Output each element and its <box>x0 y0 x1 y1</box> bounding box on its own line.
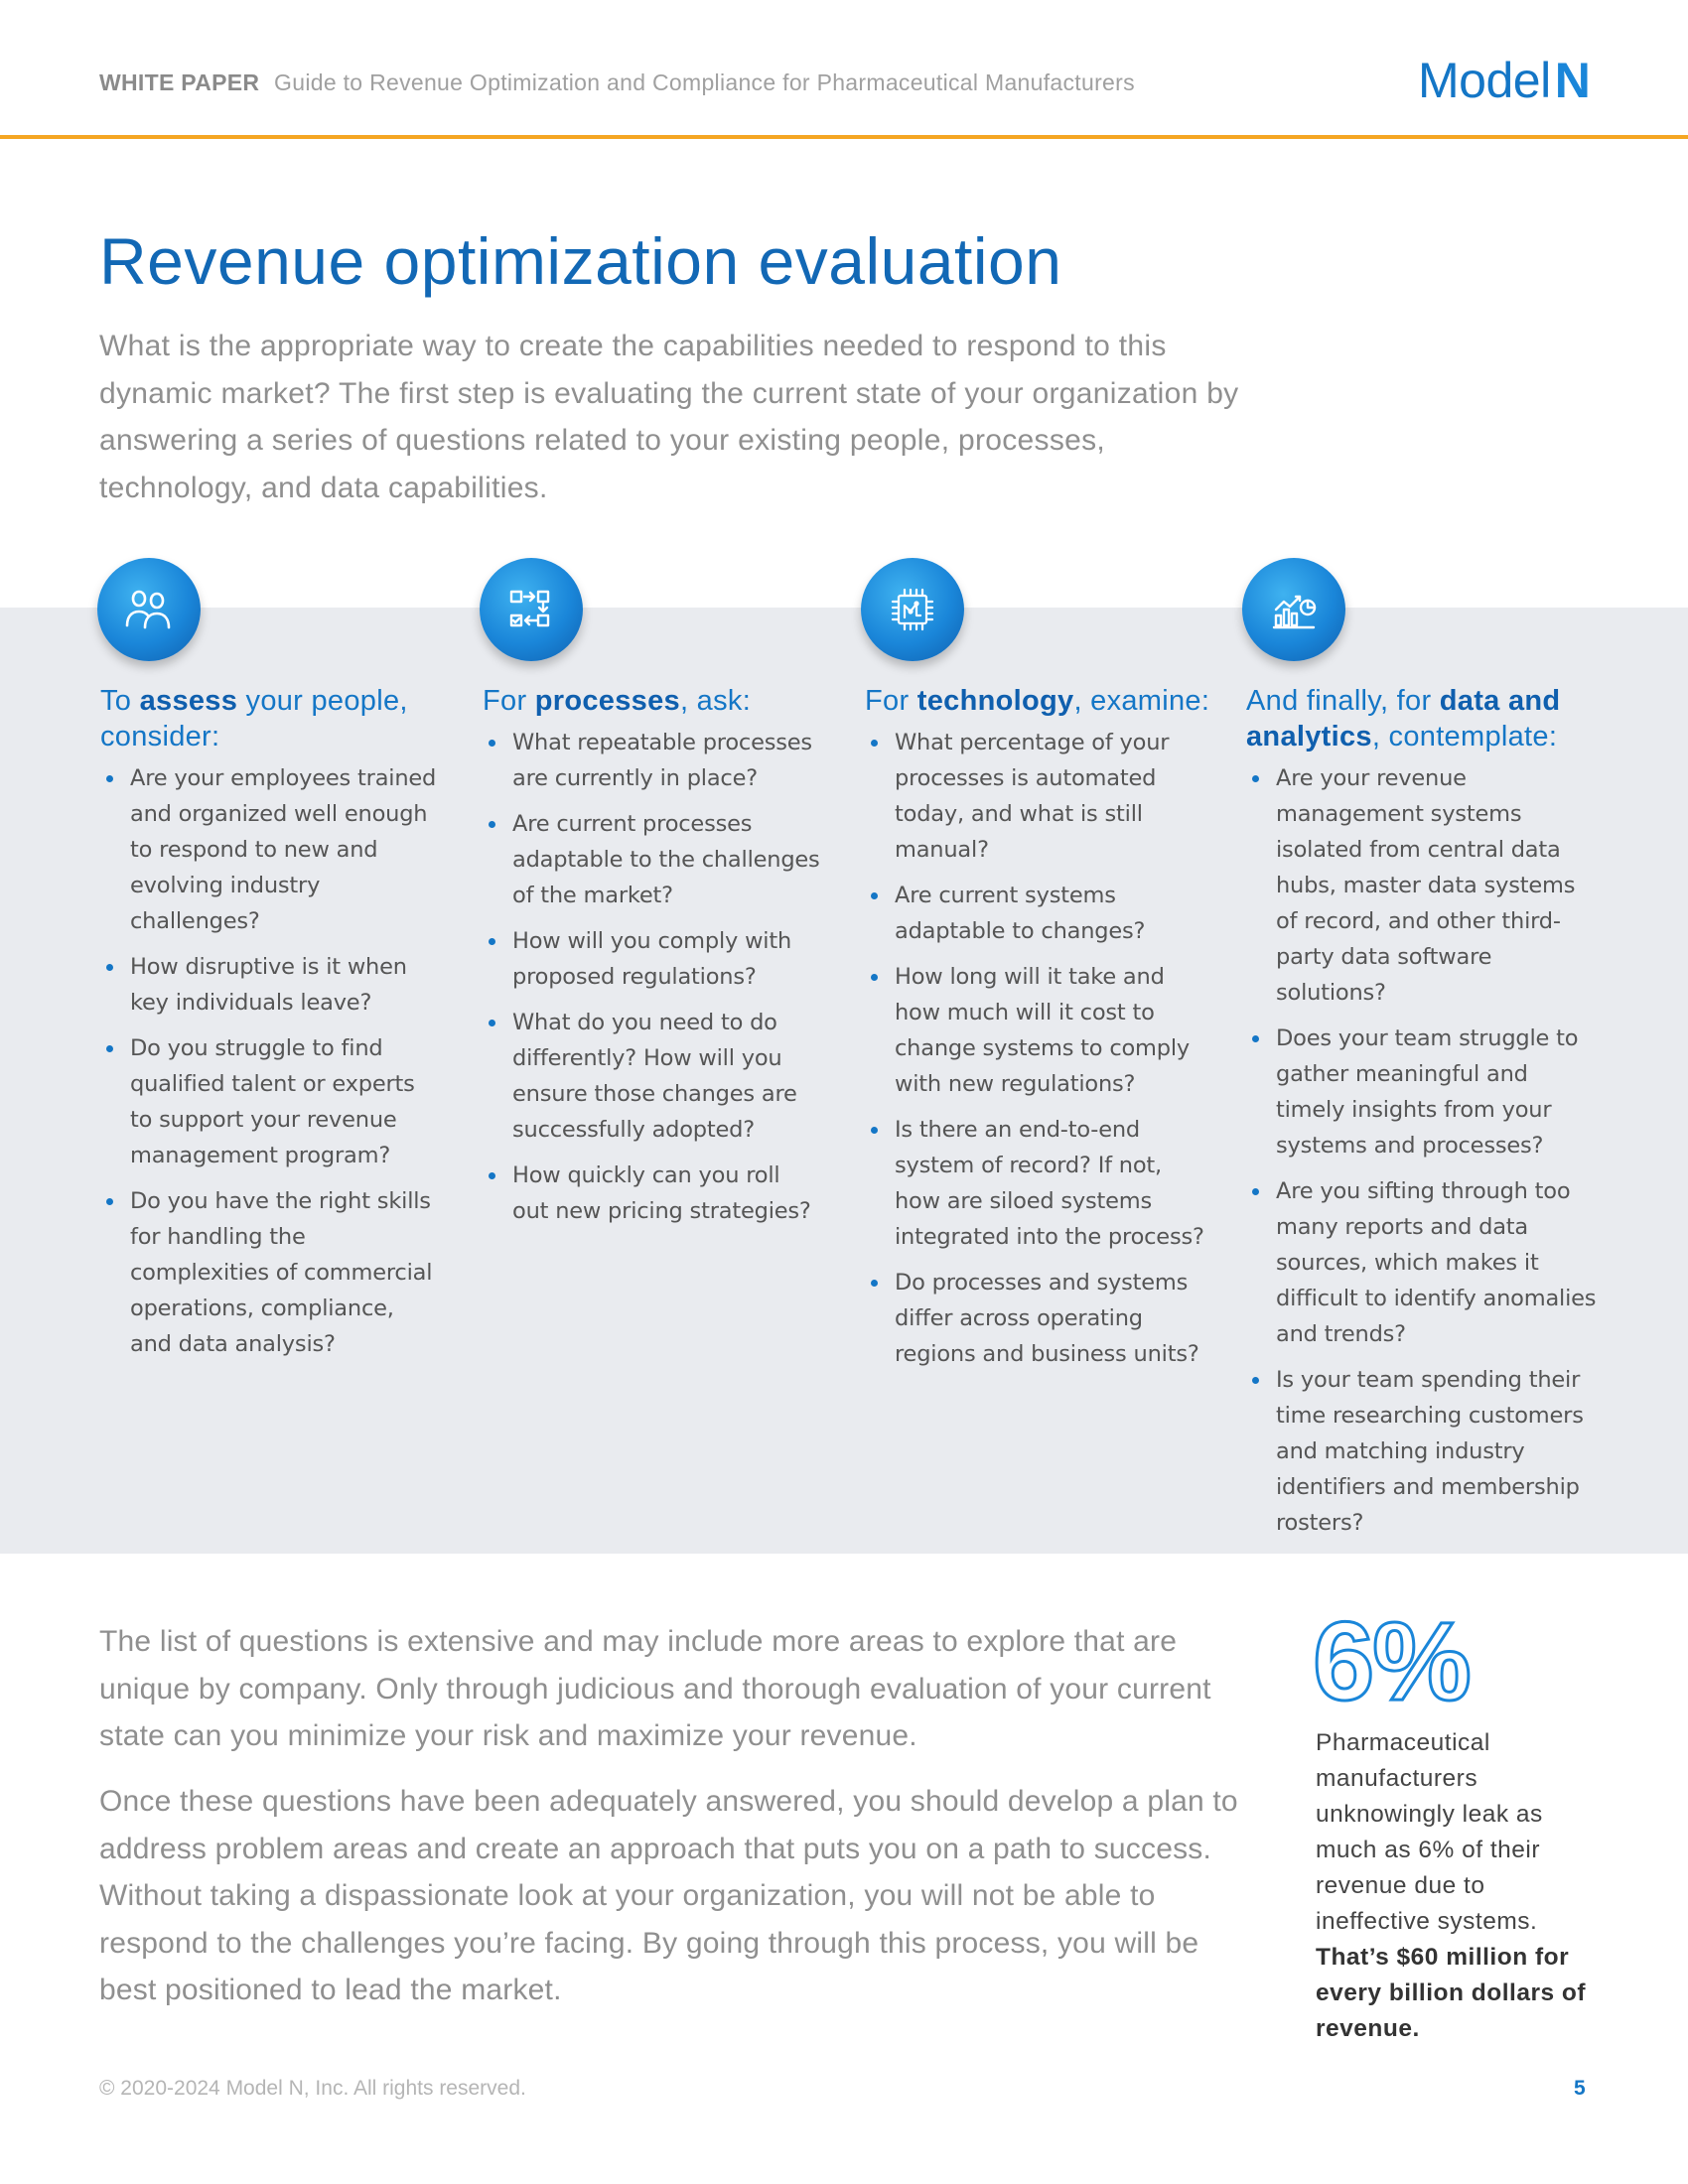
column-heading: For processes, ask: <box>483 685 752 717</box>
column-heading: To assess your people, consider: <box>100 685 408 752</box>
page-number: 5 <box>1574 2077 1586 2100</box>
body-paragraph: Once these questions have been adequately answered, you should develop a plan to address problem areas and create an approach that puts you on a path to success. Without taking a dispassionate look at your organization, you will not be able to respond to the challenges you’re facing. By going through this process, you will be best positioned to lead the market. <box>99 1785 1238 2006</box>
header-subtitle: Guide to Revenue Optimization and Compliance for Pharmaceutical Manufacturers <box>274 69 1135 95</box>
process-flow-icon <box>480 558 583 661</box>
stat-highlight: That’s $60 million for every billion dollars of revenue. <box>1316 1944 1587 2042</box>
list-item: How quickly can you roll out new pricing strategies? <box>483 1158 820 1229</box>
model-n-logo <box>1418 52 1590 109</box>
page-title: Revenue optimization evaluation <box>99 224 1062 298</box>
list-item: How long will it take and how much will it cost to change systems to comply with new regulations? <box>865 959 1212 1102</box>
column-heading: For technology, examine: <box>865 685 1210 717</box>
copyright: © 2020-2024 Model N, Inc. All rights reserved. <box>99 2077 526 2100</box>
list-item: Is there an end-to-end system of record? If not, how are siloed systems integrated into the process? <box>865 1112 1212 1255</box>
list-item: Are your revenue management systems isolated from central data hubs, master data systems of record, and other third-party data software solutions? <box>1246 760 1599 1011</box>
list-item: Are your employees trained and organized well enough to respond to new and evolving industry challenges? <box>100 760 438 939</box>
people-icon <box>97 558 201 661</box>
page-header <box>0 0 1688 139</box>
stat-value: 6% <box>1313 1599 1470 1723</box>
list-item: Are you sifting through too many reports and data sources, which makes it difficult to identify anomalies and trends? <box>1246 1173 1599 1352</box>
question-list <box>100 760 438 1362</box>
list-item: How disruptive is it when key individuals leave? <box>100 949 438 1021</box>
list-item: Are current processes adaptable to the challenges of the market? <box>483 806 820 913</box>
header-label: WHITE PAPER <box>99 69 260 95</box>
column-heading: And finally, for data and analytics, contemplate: <box>1246 685 1561 752</box>
list-item: Do you struggle to find qualified talent or experts to support your revenue management program? <box>100 1030 438 1173</box>
list-item: What repeatable processes are currently in place? <box>483 725 820 796</box>
question-list <box>1246 760 1599 1541</box>
list-item: Do you have the right skills for handling the complexities of commercial operations, compliance, and data analysis? <box>100 1183 438 1362</box>
logo-word: Model <box>1418 53 1551 108</box>
column-technology <box>865 683 1212 1382</box>
column-data-analytics <box>1246 683 1599 1551</box>
list-item: Is your team spending their time researching customers and matching industry identifiers and membership rosters? <box>1246 1362 1599 1541</box>
list-item: How will you comply with proposed regulations? <box>483 923 820 995</box>
stat-callout <box>1316 1725 1604 2047</box>
logo-n: N <box>1554 53 1591 108</box>
list-item: What do you need to do differently? How will you ensure those changes are successfully adopted? <box>483 1005 820 1148</box>
column-people <box>100 683 438 1372</box>
body-paragraph: The list of questions is extensive and may include more areas to explore that are unique by company. Only through judicious and thorough evaluation of your current state can you minimize your risk and maximize your revenue. <box>99 1625 1211 1752</box>
list-item: What percentage of your processes is automated today, and what is still manual? <box>865 725 1212 868</box>
chip-icon <box>861 558 964 661</box>
header-text <box>99 69 1135 96</box>
list-item: Do processes and systems differ across operating regions and business units? <box>865 1265 1212 1372</box>
list-item: Does your team struggle to gather meaningful and timely insights from your systems and processes? <box>1246 1021 1599 1163</box>
intro-paragraph: What is the appropriate way to create the capabilities needed to respond to this dynamic market? The first step is evaluating the current state of your organization by answering a series of questions related to your existing people, processes, technology, and data capabilities. <box>99 330 1239 504</box>
question-list <box>483 725 820 1229</box>
column-processes <box>483 683 820 1239</box>
question-list <box>865 725 1212 1372</box>
list-item: Are current systems adaptable to changes? <box>865 878 1212 949</box>
analytics-chart-icon <box>1242 558 1345 661</box>
stat-description: Pharmaceutical manufacturers unknowingly leak as much as 6% of their revenue due to ineffective systems. <box>1316 1729 1543 1935</box>
